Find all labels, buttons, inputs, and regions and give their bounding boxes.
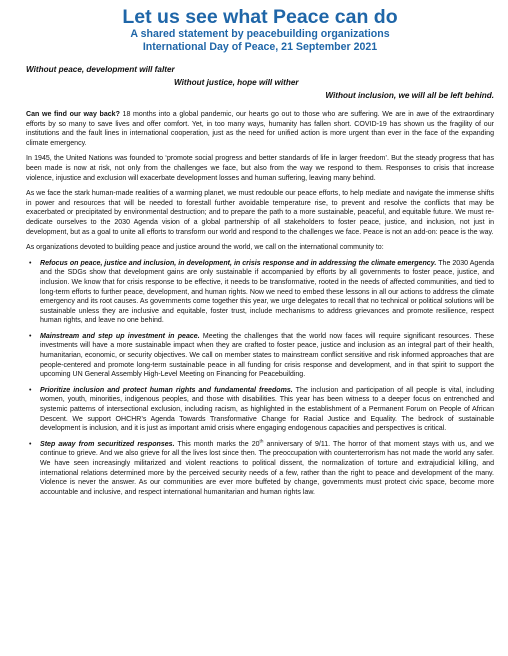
bullet-icon: • — [29, 332, 32, 340]
list-item — [26, 332, 494, 380]
climate-paragraph: As we face the stark human-made realities of a warming planet, we must redouble our peace efforts, to help mediate and navigate the immense shifts in power and resources that will be needed to forestall further avoidable temperature rise, to prevent and resolve the conflicts that may be exacerbated or precipitated by environmental destruction; and to prepare the path to a more sustainable, peaceful, and equitable future. We must re-dedicate ourselves to the 2030 Agenda vision of a global partnership of all stakeholders to foster peace, justice, and inclusion, not just in development, but as a goal to unite all efforts to transform our world and respond to the challenges we face. Peace is not an add-on: peace is the way. — [26, 190, 494, 236]
call-list — [26, 259, 494, 498]
page-subtitle: A shared statement by peacebuilding organizations — [130, 28, 390, 40]
page-subtitle-date: International Day of Peace, 21 September 2021 — [142, 41, 378, 53]
bullet-heading: Prioritize inclusion and protect human rights and fundamental freedoms. — [40, 386, 293, 394]
bullet-icon: • — [29, 386, 32, 394]
bullet-heading: Mainstream and step up investment in peace. — [40, 332, 200, 340]
intro-text: 18 months into a global pandemic, our hearts go out to those who are suffering. We are in awe of the extraordinary efforts by so many to save lives and offer comfort. Yet, in too many ways, humanity has fallen short. COVID-19 has shown us the fragility of our institutions and the fault lines in international cooperation, just as the need for unified action is more urgent than ever in the face of the expanding climate emergency. — [26, 111, 494, 147]
bullet-text-a: This month marks the 20 — [174, 440, 260, 448]
bullet-text: The inclusion and participation of all people is vital, including women, youth, minorities, indigenous peoples, and those with disabilities. This year has been witness to a deeper focus on entrenched and systemic patterns of intersectional exclusion, including racism, as highlighted in the establishment of a Permanent Forum on People of African Descent. We support OHCHR’s Agenda Towards Transformative Change for Racial Justice and Equality. The bedrock of sustainable development is inclusion, and it is just as important amid crisis where engaging endogenous capacities and perspectives is critical. — [40, 386, 494, 433]
ordinal-suffix: th — [259, 438, 264, 444]
intro-paragraph — [26, 110, 494, 148]
bullet-icon: • — [29, 440, 32, 448]
bullet-text-b: anniversary of 9/11. The horror of that moment stays with us, and we continue to grieve. And we also grieve for all the lives lost since then. The preoccupation with counterterrorism has not made the world any safer. We have seen increasingly militarized and violent reactions to political dissent, the normalization of torture and extrajudicial killing, and international relations determined more by the perceived security needs of a few, rather than the right to peace and development of the many. Violence is never the answer. As our communities are ever more buffeted by change, governments must protect civic space, become more accountable and inclusive, and respect international humanitarian and human rights law. — [40, 440, 494, 496]
bullet-heading: Refocus on peace, justice and inclusion, in development, in crisis response and in addressing the climate emergency. — [40, 259, 437, 267]
intro-lead: Can we find our way back? — [26, 111, 120, 118]
list-item — [26, 386, 494, 434]
list-item — [26, 440, 494, 498]
taglines — [26, 63, 494, 102]
list-item — [26, 259, 494, 326]
tagline-inclusion: Without inclusion, we will all be left behind. — [325, 91, 494, 100]
history-paragraph: In 1945, the United Nations was founded to ‘promote social progress and better standards of life in larger freedom’. But the steady progress that has been made is now at risk, not only from the challenges we face, but also from the way we respond to them. Responses to crisis that increase violence, injustice and exclusion will exacerbate development losses and human suffering, leaving many behind. — [26, 155, 494, 182]
bullet-heading: Step away from securitized responses. — [40, 440, 175, 448]
tagline-peace: Without peace, development will falter — [26, 65, 175, 74]
page-title: Let us see what Peace can do — [122, 6, 398, 28]
bullet-icon: • — [29, 259, 32, 267]
bullet-text: The 2030 Agenda and the SDGs show that development gains are only sustainable if accompanied by efforts by all governments to foster peace, justice, and inclusion. We know that for crisis response to be effective, it needs to be transformative, rooted in the needs of affected communities, and tied to long-term efforts to further peace, development, and human rights. Now we need to embed these lessons in all our actions to address the climate emergency and its root causes. As governments come together this year, we urge delegates to recall that no technical or political solutions will be sustainable unless they are inclusive and equitable, foster trust, include mechanisms to address grievances and promote resilience, respect human rights, and leave no one behind. — [40, 259, 494, 325]
tagline-justice: Without justice, hope will wither — [174, 78, 299, 87]
call-paragraph: As organizations devoted to building peace and justice around the world, we call on the international community to: — [26, 244, 384, 252]
bullet-text: Meeting the challenges that the world now faces will require significant resources. These investments will have a more sustainable impact when they are crafted to foster peace, justice and inclusion as an integral part of their health, humanitarian, economic, or security objectives. We call on member states to mainstream conflict sensitive and risk informed approaches that are people-centered and promote long-term sustainable peace in all funding for crisis response and development, and in that spirit to support the upcoming UN General Assembly High-Level Meeting on Financing for Peacebuilding. — [40, 332, 494, 379]
